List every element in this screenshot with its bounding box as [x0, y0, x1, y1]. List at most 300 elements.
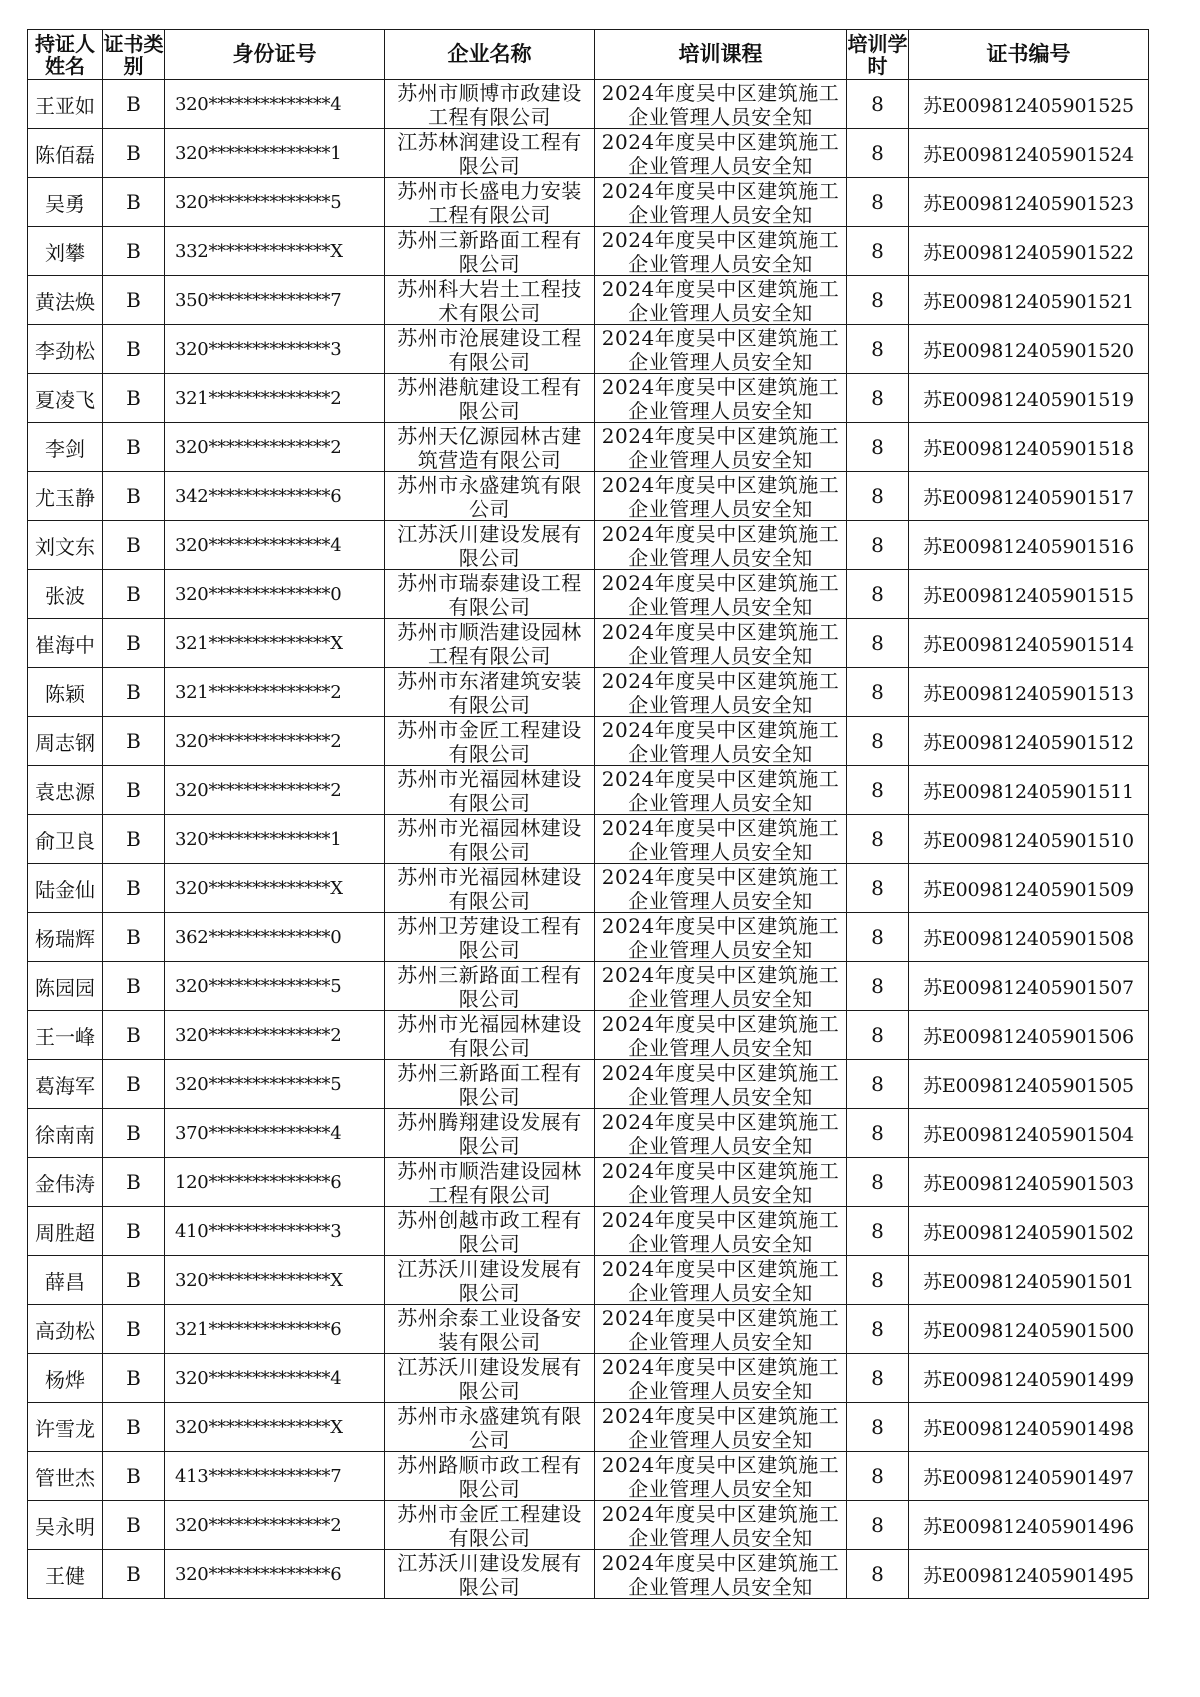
- id-number-cell: 320**************5: [165, 1060, 385, 1109]
- course-cell-text: 2024年度吴中区建筑施工企业管理人员安全知: [601, 1306, 840, 1352]
- training-hours-cell: 8: [847, 815, 909, 864]
- table-row: [28, 1060, 1149, 1109]
- header-cert-type: 证书类别: [103, 31, 164, 78]
- id-number-cell: 320**************2: [165, 423, 385, 472]
- id-number-cell: 320**************1: [165, 129, 385, 178]
- course-cell: [595, 619, 847, 668]
- table-row: [28, 570, 1149, 619]
- holder-name-cell: 刘攀: [28, 227, 103, 276]
- course-cell-text: 2024年度吴中区建筑施工企业管理人员安全知: [601, 277, 840, 323]
- company-name-cell-text: 苏州市永盛建筑有限公司: [397, 473, 582, 519]
- cert-number-cell: 苏E009812405901520: [909, 325, 1149, 374]
- course-cell-text: 2024年度吴中区建筑施工企业管理人员安全知: [601, 1551, 840, 1597]
- training-hours-cell: 8: [847, 1158, 909, 1207]
- cert-type-cell: B: [103, 80, 165, 129]
- cert-number-cell: 苏E009812405901510: [909, 815, 1149, 864]
- cert-type-cell: B: [103, 1158, 165, 1207]
- course-cell: [595, 1109, 847, 1158]
- cert-type-cell: B: [103, 1207, 165, 1256]
- cert-type-cell: B: [103, 766, 165, 815]
- company-name-cell-text: 苏州市光福园林建设有限公司: [397, 1012, 582, 1058]
- holder-name-cell: 袁忠源: [28, 766, 103, 815]
- company-name-cell: [385, 1158, 595, 1207]
- holder-name-cell: 周志钢: [28, 717, 103, 766]
- cert-type-cell: B: [103, 864, 165, 913]
- cert-type-cell: B: [103, 521, 165, 570]
- company-name-cell: [385, 521, 595, 570]
- course-cell: [595, 717, 847, 766]
- training-hours-cell: 8: [847, 521, 909, 570]
- table-row: [28, 717, 1149, 766]
- course-cell: [595, 1501, 847, 1550]
- id-number-cell: 370**************4: [165, 1109, 385, 1158]
- table-row: [28, 423, 1149, 472]
- training-hours-cell: 8: [847, 913, 909, 962]
- course-cell: [595, 129, 847, 178]
- course-cell: [595, 1452, 847, 1501]
- company-name-cell: [385, 766, 595, 815]
- company-name-cell-text: 苏州港航建设工程有限公司: [397, 375, 582, 421]
- cert-type-cell: B: [103, 570, 165, 619]
- cert-number-cell: 苏E009812405901522: [909, 227, 1149, 276]
- training-hours-cell: 8: [847, 1403, 909, 1452]
- holder-name-cell: 许雪龙: [28, 1403, 103, 1452]
- cert-type-cell: B: [103, 374, 165, 423]
- company-name-cell: [385, 80, 595, 129]
- holder-name-cell: 尤玉静: [28, 472, 103, 521]
- company-name-cell-text: 苏州科大岩土工程技术有限公司: [397, 277, 582, 323]
- company-name-cell-text: 苏州市顺博市政建设工程有限公司: [397, 81, 582, 127]
- training-hours-cell: 8: [847, 129, 909, 178]
- company-name-cell-text: 苏州市顺浩建设园林工程有限公司: [397, 1159, 582, 1205]
- table-row: [28, 1207, 1149, 1256]
- table-row: [28, 1501, 1149, 1550]
- cert-number-cell: 苏E009812405901523: [909, 178, 1149, 227]
- course-cell: [595, 423, 847, 472]
- holder-name-cell: 王一峰: [28, 1011, 103, 1060]
- id-number-cell: 120**************6: [165, 1158, 385, 1207]
- company-name-cell-text: 苏州天亿源园林古建筑营造有限公司: [397, 424, 582, 470]
- id-number-cell: 413**************7: [165, 1452, 385, 1501]
- id-number-cell: 320**************1: [165, 815, 385, 864]
- table-row: [28, 129, 1149, 178]
- table-row: [28, 1011, 1149, 1060]
- cert-number-cell: 苏E009812405901504: [909, 1109, 1149, 1158]
- cert-number-cell: 苏E009812405901503: [909, 1158, 1149, 1207]
- table-row: [28, 1354, 1149, 1403]
- cert-number-cell: 苏E009812405901506: [909, 1011, 1149, 1060]
- holder-name-cell: 葛海军: [28, 1060, 103, 1109]
- table-row: [28, 325, 1149, 374]
- cert-type-cell: B: [103, 668, 165, 717]
- id-number-cell: 320**************5: [165, 962, 385, 1011]
- company-name-cell-text: 苏州市沧展建设工程有限公司: [397, 326, 582, 372]
- company-name-cell-text: 苏州三新路面工程有限公司: [397, 228, 582, 274]
- table-row: [28, 276, 1149, 325]
- course-cell: [595, 668, 847, 717]
- course-cell: [595, 1011, 847, 1060]
- training-hours-cell: 8: [847, 1060, 909, 1109]
- training-hours-cell: 8: [847, 1501, 909, 1550]
- holder-name-cell: 俞卫良: [28, 815, 103, 864]
- training-hours-cell: 8: [847, 227, 909, 276]
- company-name-cell: [385, 1305, 595, 1354]
- company-name-cell-text: 苏州市瑞泰建设工程有限公司: [397, 571, 582, 617]
- company-name-cell: [385, 1501, 595, 1550]
- holder-name-cell: 黄法焕: [28, 276, 103, 325]
- holder-name-cell: 王亚如: [28, 80, 103, 129]
- cert-type-cell: B: [103, 472, 165, 521]
- holder-name-cell: 李剑: [28, 423, 103, 472]
- cert-number-cell: 苏E009812405901500: [909, 1305, 1149, 1354]
- company-name-cell: [385, 1452, 595, 1501]
- company-name-cell-text: 江苏沃川建设发展有限公司: [397, 522, 582, 568]
- table-row: [28, 1158, 1149, 1207]
- course-cell-text: 2024年度吴中区建筑施工企业管理人员安全知: [601, 228, 840, 274]
- course-cell-text: 2024年度吴中区建筑施工企业管理人员安全知: [601, 1110, 840, 1156]
- header-row: [28, 30, 1149, 80]
- course-cell: [595, 962, 847, 1011]
- cert-type-cell: B: [103, 1256, 165, 1305]
- id-number-cell: 320**************X: [165, 864, 385, 913]
- company-name-cell: [385, 864, 595, 913]
- course-cell-text: 2024年度吴中区建筑施工企业管理人员安全知: [601, 473, 840, 519]
- cert-number-cell: 苏E009812405901515: [909, 570, 1149, 619]
- company-name-cell: [385, 570, 595, 619]
- training-hours-cell: 8: [847, 80, 909, 129]
- holder-name-cell: 杨瑞辉: [28, 913, 103, 962]
- course-cell-text: 2024年度吴中区建筑施工企业管理人员安全知: [601, 1502, 840, 1548]
- course-cell-text: 2024年度吴中区建筑施工企业管理人员安全知: [601, 767, 840, 813]
- training-hours-cell: 8: [847, 570, 909, 619]
- id-number-cell: 410**************3: [165, 1207, 385, 1256]
- course-cell: [595, 766, 847, 815]
- course-cell: [595, 1060, 847, 1109]
- id-number-cell: 321**************2: [165, 374, 385, 423]
- cert-number-cell: 苏E009812405901512: [909, 717, 1149, 766]
- course-cell-text: 2024年度吴中区建筑施工企业管理人员安全知: [601, 130, 840, 176]
- training-hours-cell: 8: [847, 178, 909, 227]
- training-hours-cell: 8: [847, 766, 909, 815]
- training-hours-cell: 8: [847, 1011, 909, 1060]
- cert-type-cell: B: [103, 1452, 165, 1501]
- id-number-cell: 320**************4: [165, 1354, 385, 1403]
- id-number-cell: 320**************2: [165, 1011, 385, 1060]
- id-number-cell: 321**************2: [165, 668, 385, 717]
- id-number-cell: 332**************X: [165, 227, 385, 276]
- training-hours-cell: 8: [847, 423, 909, 472]
- course-cell-text: 2024年度吴中区建筑施工企业管理人员安全知: [601, 1061, 840, 1107]
- course-cell-text: 2024年度吴中区建筑施工企业管理人员安全知: [601, 865, 840, 911]
- company-name-cell: [385, 1207, 595, 1256]
- company-name-cell: [385, 1403, 595, 1452]
- holder-name-cell: 陈佰磊: [28, 129, 103, 178]
- cert-number-cell: 苏E009812405901525: [909, 80, 1149, 129]
- table-row: [28, 864, 1149, 913]
- course-cell-text: 2024年度吴中区建筑施工企业管理人员安全知: [601, 1355, 840, 1401]
- id-number-cell: 362**************0: [165, 913, 385, 962]
- cert-number-cell: 苏E009812405901505: [909, 1060, 1149, 1109]
- holder-name-cell: 高劲松: [28, 1305, 103, 1354]
- id-number-cell: 320**************5: [165, 178, 385, 227]
- id-number-cell: 320**************2: [165, 1501, 385, 1550]
- holder-name-cell: 吴勇: [28, 178, 103, 227]
- cert-type-cell: B: [103, 276, 165, 325]
- header-id-no: 身份证号: [165, 30, 385, 80]
- id-number-cell: 320**************4: [165, 521, 385, 570]
- cert-type-cell: B: [103, 1403, 165, 1452]
- training-hours-cell: 8: [847, 619, 909, 668]
- company-name-cell: [385, 276, 595, 325]
- header-name: 持证人姓名: [28, 30, 103, 80]
- company-name-cell: [385, 619, 595, 668]
- course-cell: [595, 325, 847, 374]
- company-name-cell: [385, 472, 595, 521]
- company-name-cell-text: 苏州市金匠工程建设有限公司: [397, 718, 582, 764]
- course-cell: [595, 864, 847, 913]
- holder-name-cell: 陈颖: [28, 668, 103, 717]
- holder-name-cell: 陈园园: [28, 962, 103, 1011]
- holder-name-cell: 陆金仙: [28, 864, 103, 913]
- company-name-cell: [385, 325, 595, 374]
- cert-type-cell: B: [103, 815, 165, 864]
- cert-type-cell: B: [103, 325, 165, 374]
- header-cert-no: 证书编号: [909, 30, 1149, 80]
- course-cell-text: 2024年度吴中区建筑施工企业管理人员安全知: [601, 81, 840, 127]
- company-name-cell-text: 苏州三新路面工程有限公司: [397, 1061, 582, 1107]
- id-number-cell: 320**************2: [165, 717, 385, 766]
- cert-type-cell: B: [103, 1550, 165, 1599]
- cert-number-cell: 苏E009812405901509: [909, 864, 1149, 913]
- cert-number-cell: 苏E009812405901495: [909, 1550, 1149, 1599]
- company-name-cell-text: 苏州市光福园林建设有限公司: [397, 865, 582, 911]
- training-hours-cell: 8: [847, 1109, 909, 1158]
- company-name-cell: [385, 815, 595, 864]
- course-cell: [595, 80, 847, 129]
- id-number-cell: 350**************7: [165, 276, 385, 325]
- table-body: [28, 80, 1149, 1599]
- company-name-cell-text: 苏州市长盛电力安装工程有限公司: [397, 179, 582, 225]
- course-cell: [595, 570, 847, 619]
- holder-name-cell: 薛昌: [28, 1256, 103, 1305]
- holder-name-cell: 崔海中: [28, 619, 103, 668]
- table-row: [28, 1305, 1149, 1354]
- course-cell-text: 2024年度吴中区建筑施工企业管理人员安全知: [601, 179, 840, 225]
- cert-type-cell: B: [103, 1501, 165, 1550]
- company-name-cell: [385, 374, 595, 423]
- table-row: [28, 374, 1149, 423]
- training-hours-cell: 8: [847, 1256, 909, 1305]
- company-name-cell-text: 苏州创越市政工程有限公司: [397, 1208, 582, 1254]
- course-cell-text: 2024年度吴中区建筑施工企业管理人员安全知: [601, 718, 840, 764]
- cert-number-cell: 苏E009812405901514: [909, 619, 1149, 668]
- company-name-cell: [385, 227, 595, 276]
- company-name-cell: [385, 1256, 595, 1305]
- cert-number-cell: 苏E009812405901517: [909, 472, 1149, 521]
- cert-type-cell: B: [103, 1305, 165, 1354]
- cert-number-cell: 苏E009812405901518: [909, 423, 1149, 472]
- training-hours-cell: 8: [847, 962, 909, 1011]
- training-hours-cell: 8: [847, 472, 909, 521]
- cert-type-cell: B: [103, 129, 165, 178]
- table-row: [28, 227, 1149, 276]
- cert-type-cell: B: [103, 913, 165, 962]
- cert-type-cell: B: [103, 1011, 165, 1060]
- table-row: [28, 766, 1149, 815]
- cert-type-cell: B: [103, 227, 165, 276]
- table-row: [28, 472, 1149, 521]
- table-row: [28, 178, 1149, 227]
- holder-name-cell: 李劲松: [28, 325, 103, 374]
- company-name-cell: [385, 1354, 595, 1403]
- holder-name-cell: 周胜超: [28, 1207, 103, 1256]
- course-cell: [595, 178, 847, 227]
- cert-number-cell: 苏E009812405901521: [909, 276, 1149, 325]
- table-row: [28, 80, 1149, 129]
- company-name-cell: [385, 717, 595, 766]
- holder-name-cell: 金伟涛: [28, 1158, 103, 1207]
- course-cell: [595, 1354, 847, 1403]
- training-hours-cell: 8: [847, 1452, 909, 1501]
- id-number-cell: 320**************0: [165, 570, 385, 619]
- training-hours-cell: 8: [847, 1305, 909, 1354]
- company-name-cell: [385, 129, 595, 178]
- course-cell: [595, 1550, 847, 1599]
- course-cell: [595, 472, 847, 521]
- company-name-cell: [385, 668, 595, 717]
- course-cell-text: 2024年度吴中区建筑施工企业管理人员安全知: [601, 424, 840, 470]
- course-cell: [595, 1256, 847, 1305]
- table-row: [28, 1403, 1149, 1452]
- table-row: [28, 1452, 1149, 1501]
- cert-number-cell: 苏E009812405901497: [909, 1452, 1149, 1501]
- course-cell-text: 2024年度吴中区建筑施工企业管理人员安全知: [601, 669, 840, 715]
- id-number-cell: 320**************2: [165, 766, 385, 815]
- holder-name-cell: 夏凌飞: [28, 374, 103, 423]
- company-name-cell-text: 苏州市光福园林建设有限公司: [397, 767, 582, 813]
- table-row: [28, 815, 1149, 864]
- cert-number-cell: 苏E009812405901508: [909, 913, 1149, 962]
- company-name-cell: [385, 1011, 595, 1060]
- cert-type-cell: B: [103, 1060, 165, 1109]
- training-hours-cell: 8: [847, 1354, 909, 1403]
- company-name-cell-text: 苏州路顺市政工程有限公司: [397, 1453, 582, 1499]
- holder-name-cell: 张波: [28, 570, 103, 619]
- cert-type-cell: B: [103, 619, 165, 668]
- company-name-cell-text: 苏州市永盛建筑有限公司: [397, 1404, 582, 1450]
- company-name-cell: [385, 1550, 595, 1599]
- id-number-cell: 320**************3: [165, 325, 385, 374]
- company-name-cell-text: 苏州三新路面工程有限公司: [397, 963, 582, 1009]
- id-number-cell: 320**************4: [165, 80, 385, 129]
- company-name-cell-text: 苏州腾翔建设发展有限公司: [397, 1110, 582, 1156]
- course-cell: [595, 815, 847, 864]
- company-name-cell-text: 苏州市金匠工程建设有限公司: [397, 1502, 582, 1548]
- company-name-cell: [385, 1109, 595, 1158]
- cert-type-cell: B: [103, 423, 165, 472]
- company-name-cell-text: 苏州市光福园林建设有限公司: [397, 816, 582, 862]
- holder-name-cell: 徐南南: [28, 1109, 103, 1158]
- cert-number-cell: 苏E009812405901501: [909, 1256, 1149, 1305]
- course-cell-text: 2024年度吴中区建筑施工企业管理人员安全知: [601, 522, 840, 568]
- cert-type-cell: B: [103, 717, 165, 766]
- training-hours-cell: 8: [847, 717, 909, 766]
- header-company: 企业名称: [385, 30, 595, 80]
- cert-number-cell: 苏E009812405901507: [909, 962, 1149, 1011]
- training-hours-cell: 8: [847, 276, 909, 325]
- company-name-cell-text: 江苏林润建设工程有限公司: [397, 130, 582, 176]
- company-name-cell-text: 苏州市顺浩建设园林工程有限公司: [397, 620, 582, 666]
- id-number-cell: 342**************6: [165, 472, 385, 521]
- table-row: [28, 1109, 1149, 1158]
- holder-name-cell: 杨烨: [28, 1354, 103, 1403]
- course-cell: [595, 1305, 847, 1354]
- training-hours-cell: 8: [847, 374, 909, 423]
- cert-number-cell: 苏E009812405901524: [909, 129, 1149, 178]
- training-hours-cell: 8: [847, 325, 909, 374]
- header-course: 培训课程: [595, 30, 847, 80]
- table-row: [28, 668, 1149, 717]
- course-cell: [595, 1403, 847, 1452]
- course-cell: [595, 1207, 847, 1256]
- training-hours-cell: 8: [847, 668, 909, 717]
- company-name-cell: [385, 913, 595, 962]
- course-cell-text: 2024年度吴中区建筑施工企业管理人员安全知: [601, 1159, 840, 1205]
- cert-number-cell: 苏E009812405901499: [909, 1354, 1149, 1403]
- course-cell-text: 2024年度吴中区建筑施工企业管理人员安全知: [601, 1208, 840, 1254]
- course-cell: [595, 1158, 847, 1207]
- company-name-cell-text: 江苏沃川建设发展有限公司: [397, 1355, 582, 1401]
- table-row: [28, 913, 1149, 962]
- course-cell-text: 2024年度吴中区建筑施工企业管理人员安全知: [601, 963, 840, 1009]
- course-cell: [595, 913, 847, 962]
- id-number-cell: 321**************X: [165, 619, 385, 668]
- cert-number-cell: 苏E009812405901513: [909, 668, 1149, 717]
- company-name-cell-text: 苏州卫芳建设工程有限公司: [397, 914, 582, 960]
- course-cell-text: 2024年度吴中区建筑施工企业管理人员安全知: [601, 914, 840, 960]
- company-name-cell: [385, 962, 595, 1011]
- company-name-cell: [385, 1060, 595, 1109]
- cert-number-cell: 苏E009812405901502: [909, 1207, 1149, 1256]
- id-number-cell: 320**************X: [165, 1256, 385, 1305]
- table-row: [28, 521, 1149, 570]
- table-row: [28, 962, 1149, 1011]
- company-name-cell: [385, 423, 595, 472]
- training-hours-cell: 8: [847, 1207, 909, 1256]
- cert-type-cell: B: [103, 1109, 165, 1158]
- holder-name-cell: 管世杰: [28, 1452, 103, 1501]
- company-name-cell-text: 江苏沃川建设发展有限公司: [397, 1551, 582, 1597]
- holder-name-cell: 吴永明: [28, 1501, 103, 1550]
- course-cell: [595, 521, 847, 570]
- id-number-cell: 320**************X: [165, 1403, 385, 1452]
- training-hours-cell: 8: [847, 1550, 909, 1599]
- course-cell-text: 2024年度吴中区建筑施工企业管理人员安全知: [601, 620, 840, 666]
- table-header: [28, 30, 1149, 80]
- cert-number-cell: 苏E009812405901496: [909, 1501, 1149, 1550]
- cert-number-cell: 苏E009812405901519: [909, 374, 1149, 423]
- course-cell-text: 2024年度吴中区建筑施工企业管理人员安全知: [601, 1453, 840, 1499]
- course-cell-text: 2024年度吴中区建筑施工企业管理人员安全知: [601, 571, 840, 617]
- course-cell-text: 2024年度吴中区建筑施工企业管理人员安全知: [601, 816, 840, 862]
- course-cell: [595, 276, 847, 325]
- course-cell-text: 2024年度吴中区建筑施工企业管理人员安全知: [601, 1257, 840, 1303]
- company-name-cell-text: 苏州余泰工业设备安装有限公司: [397, 1306, 582, 1352]
- company-name-cell: [385, 178, 595, 227]
- holder-name-cell: 王健: [28, 1550, 103, 1599]
- course-cell: [595, 227, 847, 276]
- id-number-cell: 321**************6: [165, 1305, 385, 1354]
